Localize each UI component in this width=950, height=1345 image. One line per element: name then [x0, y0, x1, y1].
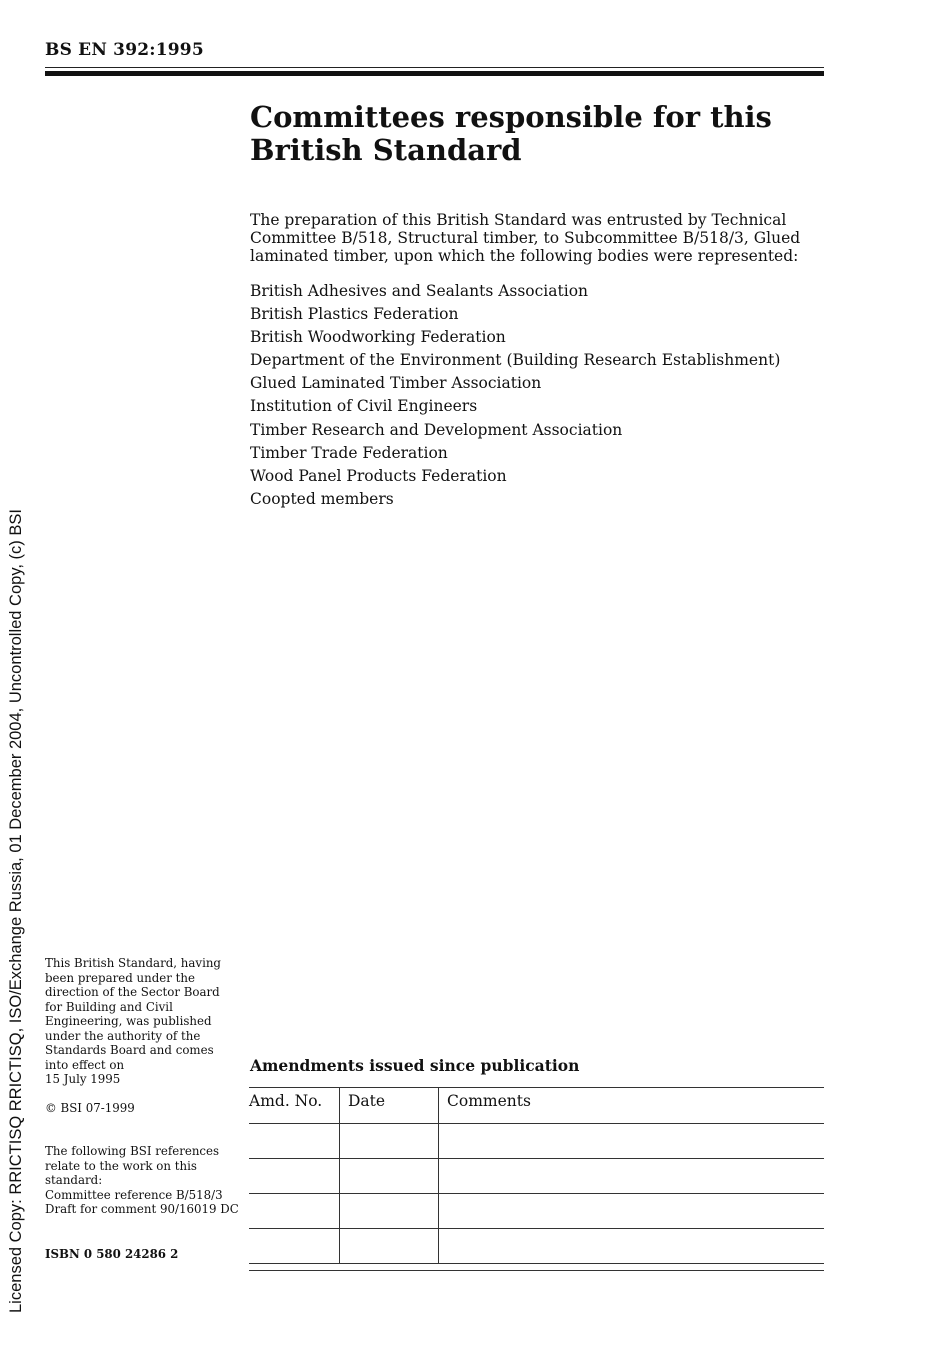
table-cell [249, 1229, 340, 1264]
note-line: direction of the Sector Board [45, 985, 220, 999]
reference-line: relate to the work on this [45, 1158, 197, 1173]
table-cell [249, 1124, 340, 1159]
table-cell [439, 1159, 825, 1194]
table-row [249, 1124, 824, 1159]
document-id: BS EN 392:1995 [45, 40, 204, 60]
note-line: under the authority of the [45, 1028, 201, 1043]
note-line: 15 July 1995 [45, 1072, 121, 1086]
table-cell [439, 1194, 825, 1229]
body-item: Timber Trade Federation [250, 443, 448, 462]
column-header-comments: Comments [439, 1088, 825, 1124]
table-cell [439, 1124, 825, 1159]
body-item: British Adhesives and Sealants Association [250, 282, 589, 300]
column-header-date: Date [340, 1088, 439, 1124]
note-line: Standards Board and comes [45, 1043, 214, 1057]
body-item: Wood Panel Products Federation [250, 466, 507, 485]
body-item: Institution of Civil Engineers [250, 397, 478, 416]
license-watermark: Licensed Copy: RRICTISQ RRICTISQ, ISO/Exchange Russia, 01 December 2004, Uncontrolled Copy, (c) BSI [7, 509, 25, 1313]
body-item: Department of the Environment (Building Research Establishment) [250, 351, 781, 370]
note-line: been prepared under the [45, 970, 195, 985]
table-cell [340, 1229, 439, 1264]
table-row [249, 1229, 824, 1264]
body-item: Glued Laminated Timber Association [250, 374, 542, 393]
body-item: Timber Research and Development Association [250, 420, 623, 439]
publication-note [45, 956, 235, 1087]
page-title-line-1: Committees responsible for this [250, 100, 772, 134]
table-cell [439, 1229, 825, 1264]
table-cell [340, 1194, 439, 1229]
reference-line: Draft for comment 90/16019 DC [45, 1202, 239, 1216]
header-rule-thin [45, 67, 824, 68]
isbn: ISBN 0 580 24286 2 [45, 1247, 179, 1261]
body-item: British Plastics Federation [250, 305, 459, 324]
table-cell [249, 1194, 340, 1229]
page-title-line-2: British Standard [250, 133, 522, 167]
table-cell [249, 1159, 340, 1194]
amendments-heading: Amendments issued since publication [250, 1056, 580, 1075]
note-line: into effect on [45, 1057, 125, 1072]
table-cell [340, 1124, 439, 1159]
table-cell [340, 1159, 439, 1194]
body-item: British Woodworking Federation [250, 328, 506, 347]
table-row [249, 1194, 824, 1229]
body-item: Coopted members [250, 489, 394, 508]
intro-paragraph: The preparation of this British Standard was entrusted by Technical Committee B/518, Structural timber, to Subcommittee B/518/3, Glued laminated timber, upon which the following bodies were represented: [250, 211, 801, 265]
note-line: Engineering, was published [45, 1014, 212, 1028]
reference-line: Committee reference B/518/3 [45, 1187, 223, 1202]
column-header-amd-no: Amd. No. [249, 1088, 340, 1124]
note-line: for Building and Civil [45, 999, 173, 1014]
page-title [250, 101, 810, 167]
table-row [249, 1159, 824, 1194]
reference-line: The following BSI references [45, 1144, 220, 1158]
table-header-row [249, 1088, 824, 1124]
bsi-references-note [45, 1144, 239, 1217]
note-line: This British Standard, having [45, 956, 221, 970]
reference-line: standard: [45, 1173, 103, 1187]
header-rule-thick [45, 71, 824, 76]
copyright-notice: © BSI 07-1999 [45, 1101, 135, 1115]
amendments-table [249, 1087, 824, 1264]
footer-rule [249, 1270, 824, 1271]
represented-bodies-list [250, 281, 810, 512]
